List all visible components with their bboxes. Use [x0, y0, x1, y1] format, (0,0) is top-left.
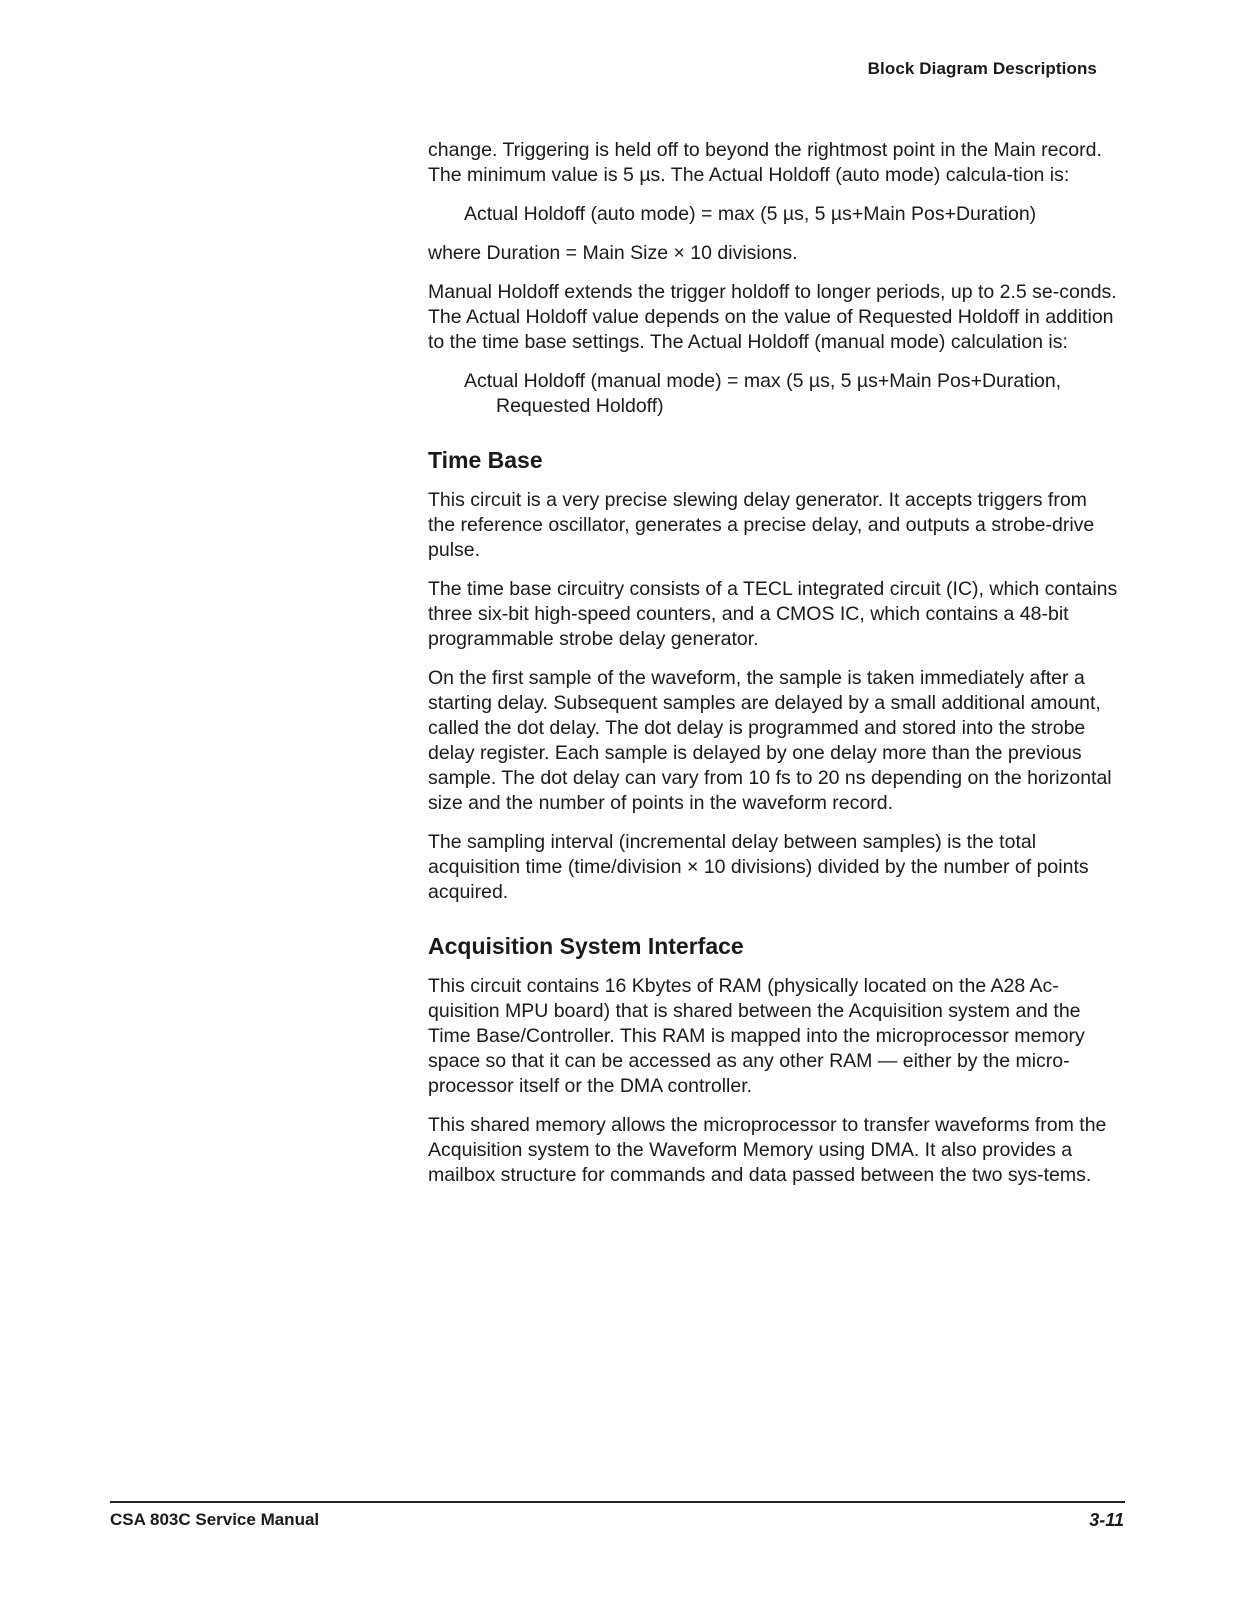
paragraph: The sampling interval (incremental delay between samples) is the total acquisition time (time/division × 10 divisions) divided by the number of points acquired.	[428, 831, 1089, 903]
page-body	[428, 138, 1118, 1202]
section-heading-acquisition-interface: Acquisition System Interface	[428, 933, 744, 959]
formula-auto-holdoff: Actual Holdoff (auto mode) = max (5 µs, 5 µs+Main Pos+Duration)	[464, 203, 1037, 225]
paragraph: This circuit contains 16 Kbytes of RAM (physically located on the A28 Ac-quisition MPU board) that is shared between the Acquisition system and the Time Base/Controller. This RAM is mapped into the microprocessor memory space so that it can be accessed as any other RAM — either by the micro-processor itself or the DMA controller.	[428, 975, 1085, 1097]
paragraph: The time base circuitry consists of a TECL integrated circuit (IC), which contains three six-bit high-speed counters, and a CMOS IC, which contains a 48-bit programmable strobe delay generator.	[428, 578, 1118, 650]
formula-line: Actual Holdoff (manual mode) = max (5 µs, 5 µs+Main Pos+Duration,	[464, 370, 1062, 392]
paragraph: where Duration = Main Size × 10 divisions.	[428, 242, 798, 264]
section-heading-time-base: Time Base	[428, 447, 543, 473]
formula-line-continued: Requested Holdoff)	[496, 395, 664, 417]
running-head: Block Diagram Descriptions	[867, 59, 1097, 78]
formula-manual-holdoff	[464, 369, 1118, 419]
footer-manual-title: CSA 803C Service Manual	[110, 1510, 320, 1529]
paragraph: change. Triggering is held off to beyond the rightmost point in the Main record. The minimum value is 5 µs. The Actual Holdoff (auto mode) calcula-tion is:	[428, 139, 1102, 186]
page-number: 3-11	[1089, 1510, 1124, 1530]
paragraph: This circuit is a very precise slewing delay generator. It accepts triggers from the reference oscillator, generates a precise delay, and outputs a strobe-drive pulse.	[428, 489, 1095, 561]
footer-divider	[110, 1501, 1125, 1503]
paragraph: This shared memory allows the microprocessor to transfer waveforms from the Acquisition system to the Waveform Memory using DMA. It also provides a mailbox structure for commands and data passed between the two sys-tems.	[428, 1114, 1107, 1186]
paragraph: Manual Holdoff extends the trigger holdoff to longer periods, up to 2.5 se-conds. The Actual Holdoff value depends on the value of Requested Holdoff in addition to the time base settings. The Actual Holdoff (manual mode) calculation is:	[428, 281, 1117, 353]
paragraph: On the first sample of the waveform, the sample is taken immediately after a starting delay. Subsequent samples are delayed by a small additional amount, called the dot delay. The dot delay is programmed and stored into the strobe delay register. Each sample is delayed by one delay more than the previous sample. The dot delay can vary from 10 fs to 20 ns depending on the horizontal size and the number of points in the waveform record.	[428, 667, 1112, 814]
